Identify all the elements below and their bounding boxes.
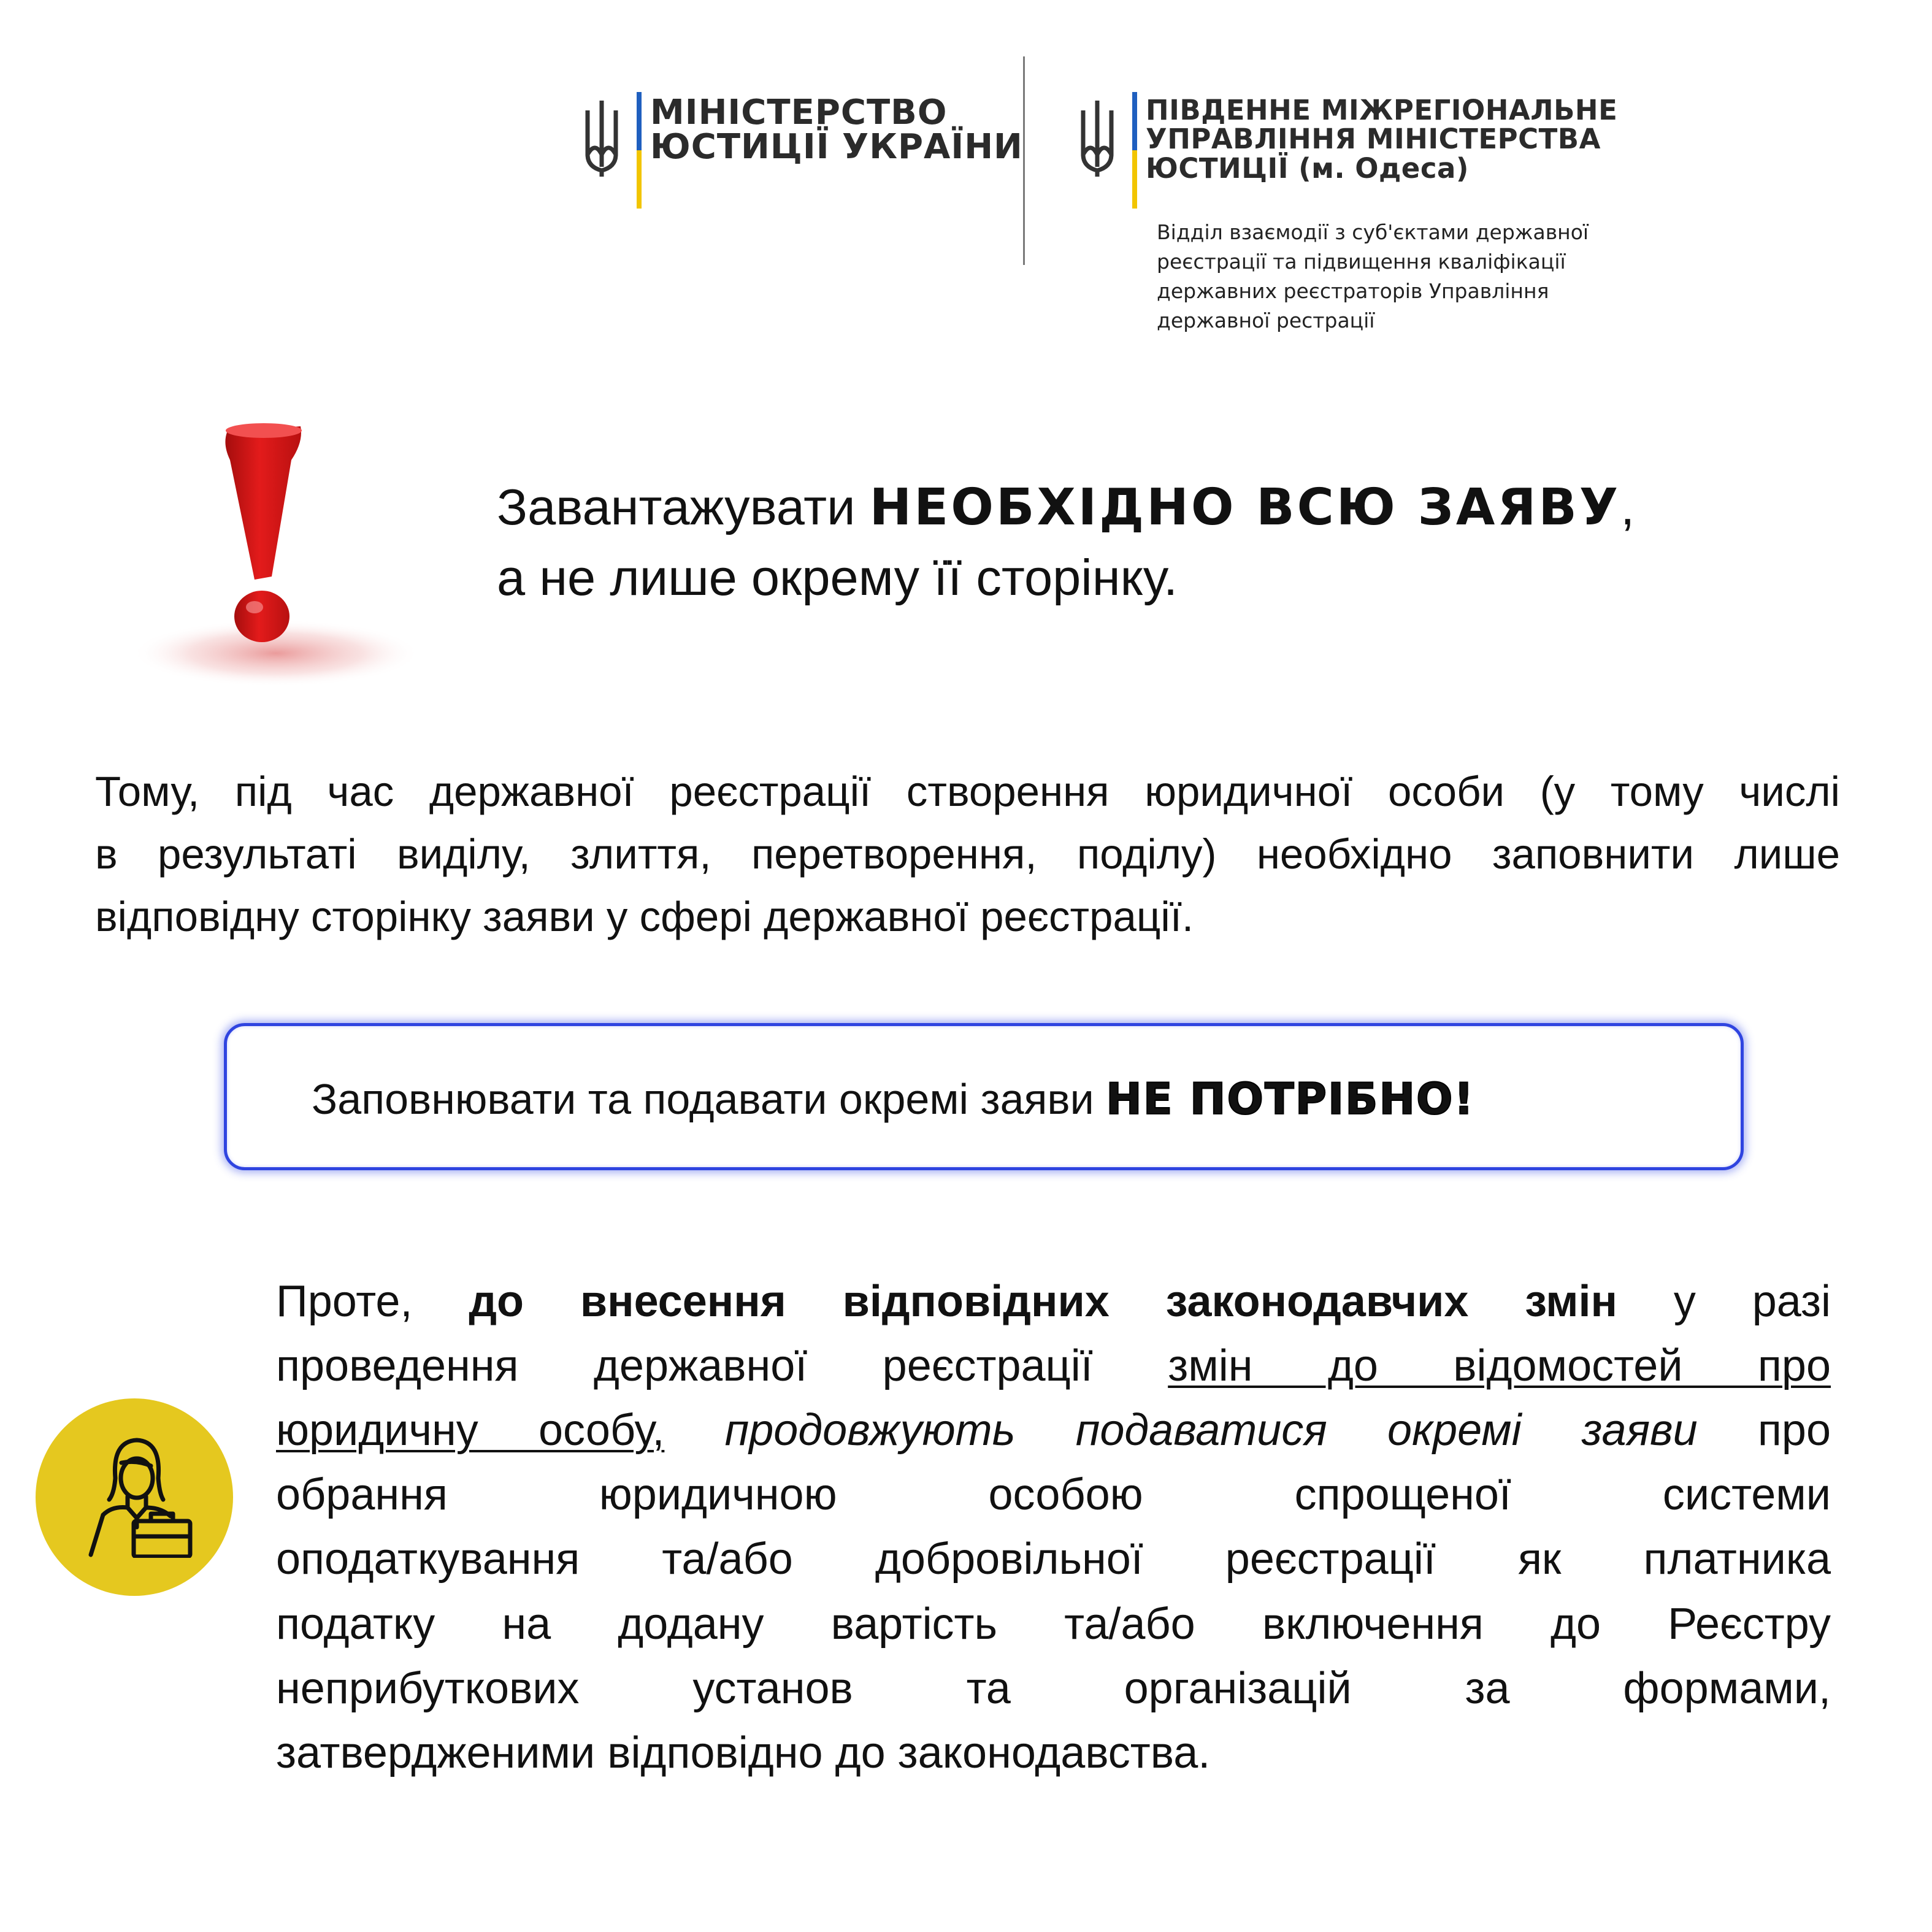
regional-office-name: ПІВДЕННЕ МІЖРЕГІОНАЛЬНЕ УПРАВЛІННЯ МІНІСТЕРСТВА ЮСТИЦІЇ (м. Одеса) [1146, 94, 1618, 185]
notice-emphasis: НЕ ПОТРІБНО! [1106, 1074, 1475, 1124]
ministry-logo [583, 92, 1023, 215]
trident-icon [1078, 98, 1116, 178]
regional-office-logo [1078, 92, 1630, 215]
ministry-name: МІНІСТЕРСТВО ЮСТИЦІЇ УКРАЇНИ [650, 93, 1023, 167]
notice-box: Заповнювати та подавати окремі заяви НЕ ПОТРІБНО! [224, 1023, 1744, 1170]
headline-emphasis: НЕОБХІДНО ВСЮ ЗАЯВУ [869, 478, 1621, 537]
paragraph-changes-registration: Проте, до внесення відповідних законодавчих змін у разі проведення державної реєстрації змін до відомостей про юридичну особу, продовжують подаватися окремі заяви про обрання юридичною особою спрощеної системи оподаткування та/або добровільної реєстрації як платника податку на додану вартість та/або включення до Реєстру неприбуткових установ та організацій за формами, затвердженими відповідно до законодавства. [276, 1277, 1831, 1777]
person-badge [36, 1398, 233, 1596]
businesswoman-briefcase-icon [79, 1435, 195, 1558]
trident-icon [583, 98, 621, 178]
header-divider [1023, 56, 1025, 265]
flag-bar [1132, 92, 1137, 209]
exclamation-icon [126, 423, 426, 693]
department-caption: Відділ взаємодії з суб'єктами державної реєстрації та підвищення кваліфікації державних реєстраторів Управління державної рестрації [1157, 220, 1589, 332]
paragraph-creation-registration: Тому, під час державної реєстрації створення юридичної особи (у тому числі в результаті виділу, злиття, перетворення, поділу) необхідно заповнити лише відповідну сторінку заяви у сфері державної реєстрації. [95, 768, 1840, 941]
headline: Завантажувати НЕОБХІДНО ВСЮ ЗАЯВУ, а не лише окрему її сторінку. [497, 478, 1635, 606]
flag-bar [637, 92, 642, 209]
